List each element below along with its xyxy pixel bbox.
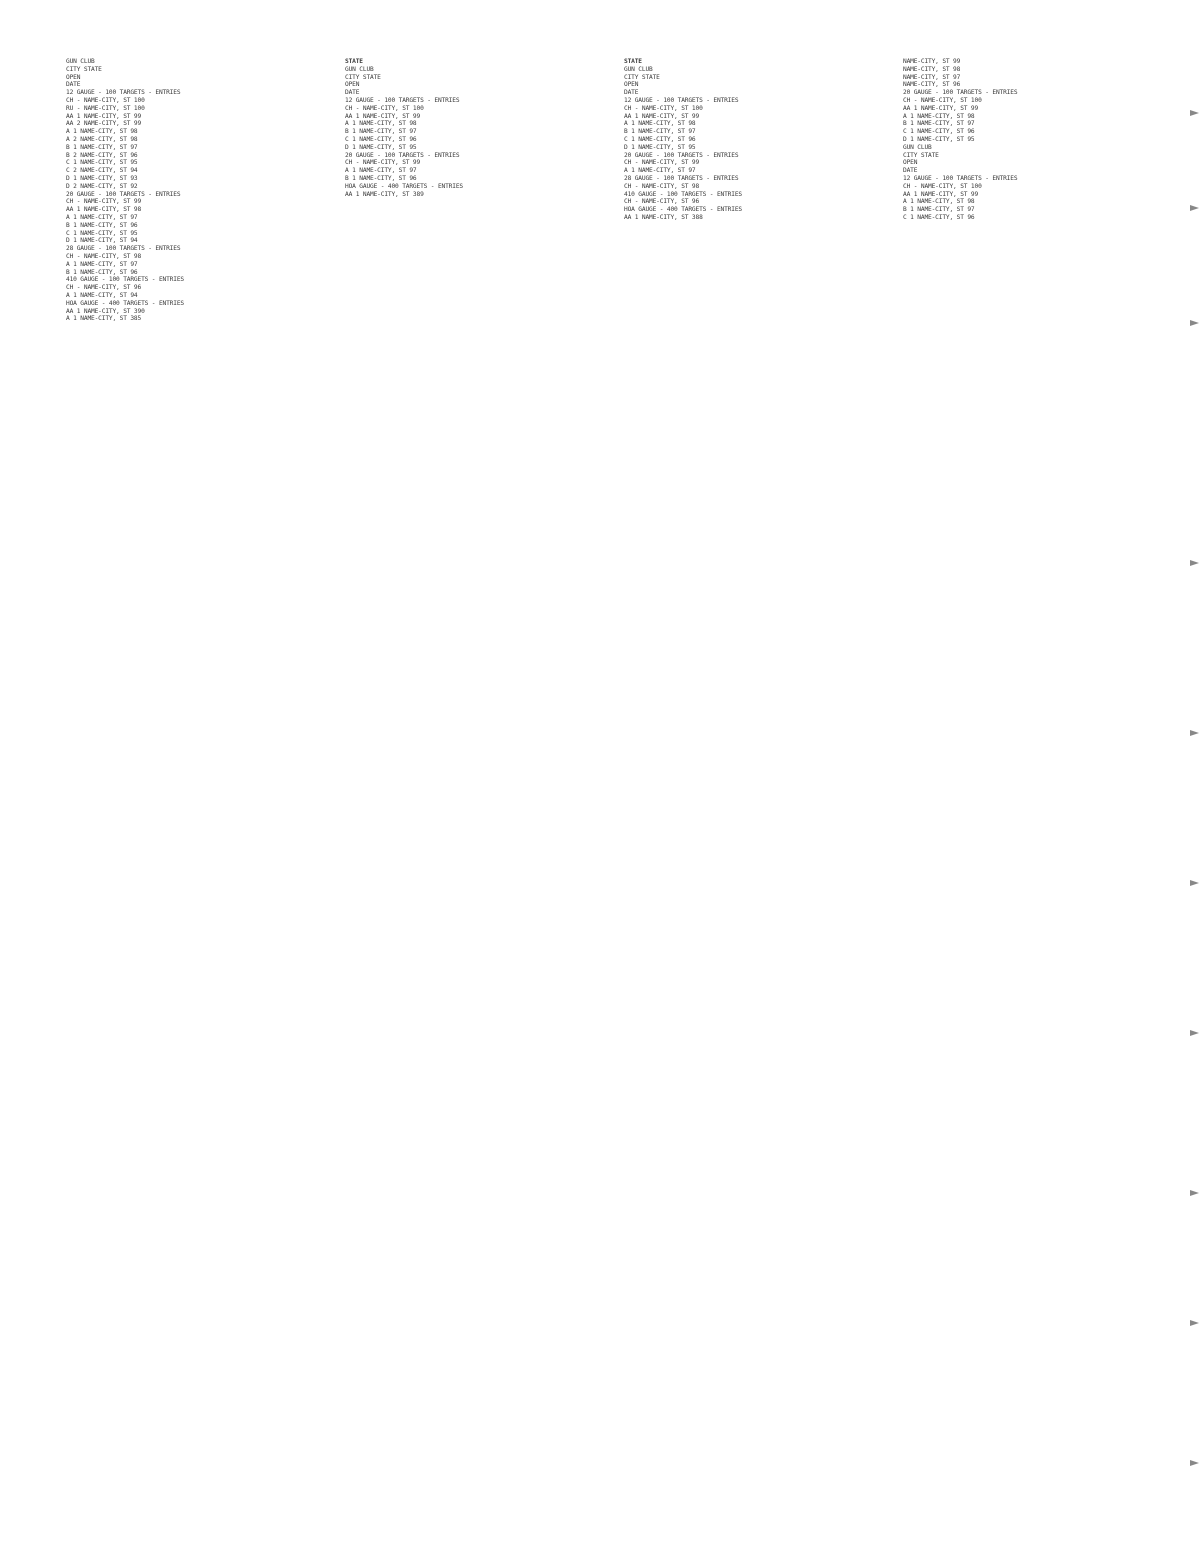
margin-arrow-icon <box>1190 880 1199 886</box>
result-line: 20 GAUGE - 100 TARGETS - ENTRIES <box>345 151 460 159</box>
result-line: 20 GAUGE - 100 TARGETS - ENTRIES <box>903 89 1018 97</box>
result-line: CH - NAME-CITY, ST 99 <box>624 159 700 167</box>
result-line: A 1 NAME-CITY, ST 97 <box>66 260 138 268</box>
result-line: HOA GAUGE - 400 TARGETS - ENTRIES <box>345 182 463 190</box>
margin-arrow-icon <box>1190 730 1199 736</box>
result-line: GUN CLUB <box>624 65 653 73</box>
result-line: A 2 NAME-CITY, ST 98 <box>66 135 138 143</box>
result-line: B 1 NAME-CITY, ST 96 <box>66 268 138 276</box>
result-line: A 1 NAME-CITY, ST 94 <box>66 291 138 299</box>
state-heading: STATE <box>624 58 642 65</box>
state-heading: STATE <box>345 58 363 65</box>
result-line: CITY STATE <box>624 73 660 81</box>
result-line: B 1 NAME-CITY, ST 97 <box>345 128 417 136</box>
result-line: DATE <box>345 89 360 97</box>
result-line: B 1 NAME-CITY, ST 97 <box>903 120 975 128</box>
result-line: AA 1 NAME-CITY, ST 99 <box>624 112 700 120</box>
result-line: B 1 NAME-CITY, ST 96 <box>345 174 417 182</box>
result-line: DATE <box>66 81 81 89</box>
result-line: CH - NAME-CITY, ST 98 <box>624 182 700 190</box>
result-line: C 1 NAME-CITY, ST 95 <box>66 159 138 167</box>
result-line: GUN CLUB <box>903 143 932 151</box>
result-line: OPEN <box>624 81 639 89</box>
result-line: CH - NAME-CITY, ST 96 <box>66 284 142 292</box>
result-line: NAME-CITY, ST 98 <box>903 65 961 73</box>
result-line: NAME-CITY, ST 99 <box>903 58 961 65</box>
result-line: GUN CLUB <box>345 65 374 73</box>
result-line: NAME-CITY, ST 96 <box>903 81 961 89</box>
results-page <box>66 58 1170 1538</box>
result-line: A 1 NAME-CITY, ST 385 <box>66 315 142 323</box>
column-4 <box>903 58 1168 1538</box>
result-line: DATE <box>903 167 918 175</box>
result-line: D 2 NAME-CITY, ST 92 <box>66 182 138 190</box>
result-line: RU - NAME-CITY, ST 100 <box>66 104 145 112</box>
result-line: A 1 NAME-CITY, ST 98 <box>624 120 696 128</box>
result-line: C 1 NAME-CITY, ST 95 <box>66 229 138 237</box>
result-line: B 1 NAME-CITY, ST 97 <box>66 143 138 151</box>
result-line: B 1 NAME-CITY, ST 97 <box>903 206 975 214</box>
column-1 <box>66 58 331 1538</box>
result-line: 12 GAUGE - 100 TARGETS - ENTRIES <box>66 89 181 97</box>
result-line: GUN CLUB <box>66 58 95 65</box>
result-line: CH - NAME-CITY, ST 99 <box>66 198 142 206</box>
result-line: AA 2 NAME-CITY, ST 99 <box>66 120 142 128</box>
result-line: A 1 NAME-CITY, ST 98 <box>903 198 975 206</box>
result-line: B 1 NAME-CITY, ST 96 <box>66 221 138 229</box>
margin-arrow-icon <box>1190 320 1199 326</box>
result-line: CH - NAME-CITY, ST 100 <box>903 182 982 190</box>
result-line: OPEN <box>345 81 360 89</box>
result-line: 12 GAUGE - 100 TARGETS - ENTRIES <box>345 96 460 104</box>
result-line: OPEN <box>903 159 918 167</box>
result-line: AA 1 NAME-CITY, ST 99 <box>903 104 979 112</box>
result-line: D 1 NAME-CITY, ST 94 <box>66 237 138 245</box>
result-line: 12 GAUGE - 100 TARGETS - ENTRIES <box>903 174 1018 182</box>
result-line: 28 GAUGE - 100 TARGETS - ENTRIES <box>66 245 181 253</box>
column-3 <box>624 58 889 1538</box>
result-line: B 1 NAME-CITY, ST 97 <box>624 128 696 136</box>
result-line: AA 1 NAME-CITY, ST 99 <box>903 190 979 198</box>
result-line: CH - NAME-CITY, ST 96 <box>624 198 700 206</box>
result-line: D 1 NAME-CITY, ST 95 <box>624 143 696 151</box>
result-line: A 1 NAME-CITY, ST 97 <box>345 167 417 175</box>
result-line: 20 GAUGE - 100 TARGETS - ENTRIES <box>624 151 739 159</box>
result-line: AA 1 NAME-CITY, ST 389 <box>345 190 424 198</box>
result-line: NAME-CITY, ST 97 <box>903 73 961 81</box>
result-line: CH - NAME-CITY, ST 98 <box>66 252 142 260</box>
result-line: A 1 NAME-CITY, ST 97 <box>66 213 138 221</box>
result-line: 410 GAUGE - 100 TARGETS - ENTRIES <box>624 190 742 198</box>
result-line: CH - NAME-CITY, ST 100 <box>903 96 982 104</box>
result-line: D 1 NAME-CITY, ST 93 <box>66 174 138 182</box>
margin-arrows <box>1188 0 1200 1552</box>
result-line: C 1 NAME-CITY, ST 96 <box>903 213 975 221</box>
result-line: CH - NAME-CITY, ST 99 <box>345 159 421 167</box>
result-line: CITY STATE <box>903 151 939 159</box>
column-2 <box>345 58 610 1538</box>
result-line: C 2 NAME-CITY, ST 94 <box>66 167 138 175</box>
result-line: D 1 NAME-CITY, ST 95 <box>903 135 975 143</box>
result-line: D 1 NAME-CITY, ST 95 <box>345 143 417 151</box>
result-line: AA 1 NAME-CITY, ST 99 <box>66 112 142 120</box>
result-line: DATE <box>624 89 639 97</box>
result-line: CH - NAME-CITY, ST 100 <box>624 104 703 112</box>
result-line: B 2 NAME-CITY, ST 96 <box>66 151 138 159</box>
result-line: AA 1 NAME-CITY, ST 388 <box>624 213 703 221</box>
margin-arrow-icon <box>1190 110 1199 116</box>
result-line: AA 1 NAME-CITY, ST 390 <box>66 307 145 315</box>
result-line: CITY STATE <box>66 65 102 73</box>
result-line: HOA GAUGE - 400 TARGETS - ENTRIES <box>624 206 742 214</box>
margin-arrow-icon <box>1190 1320 1199 1326</box>
result-line: 28 GAUGE - 100 TARGETS - ENTRIES <box>624 174 739 182</box>
result-line: CH - NAME-CITY, ST 100 <box>66 96 145 104</box>
result-line: 20 GAUGE - 100 TARGETS - ENTRIES <box>66 190 181 198</box>
result-line: C 1 NAME-CITY, ST 96 <box>345 135 417 143</box>
margin-arrow-icon <box>1190 205 1199 211</box>
result-line: A 1 NAME-CITY, ST 98 <box>345 120 417 128</box>
result-line: AA 1 NAME-CITY, ST 98 <box>66 206 142 214</box>
result-line: C 1 NAME-CITY, ST 96 <box>624 135 696 143</box>
result-line: CITY STATE <box>345 73 381 81</box>
result-line: 410 GAUGE - 100 TARGETS - ENTRIES <box>66 276 184 284</box>
result-line: CH - NAME-CITY, ST 100 <box>345 104 424 112</box>
result-line: HOA GAUGE - 400 TARGETS - ENTRIES <box>66 299 184 307</box>
result-line: A 1 NAME-CITY, ST 98 <box>66 128 138 136</box>
result-line: A 1 NAME-CITY, ST 98 <box>903 112 975 120</box>
result-line: C 1 NAME-CITY, ST 96 <box>903 128 975 136</box>
result-line: A 1 NAME-CITY, ST 97 <box>624 167 696 175</box>
result-line: AA 1 NAME-CITY, ST 99 <box>345 112 421 120</box>
result-line: OPEN <box>66 73 81 81</box>
margin-arrow-icon <box>1190 560 1199 566</box>
margin-arrow-icon <box>1190 1460 1199 1466</box>
result-line: 12 GAUGE - 100 TARGETS - ENTRIES <box>624 96 739 104</box>
margin-arrow-icon <box>1190 1190 1199 1196</box>
margin-arrow-icon <box>1190 1030 1199 1036</box>
